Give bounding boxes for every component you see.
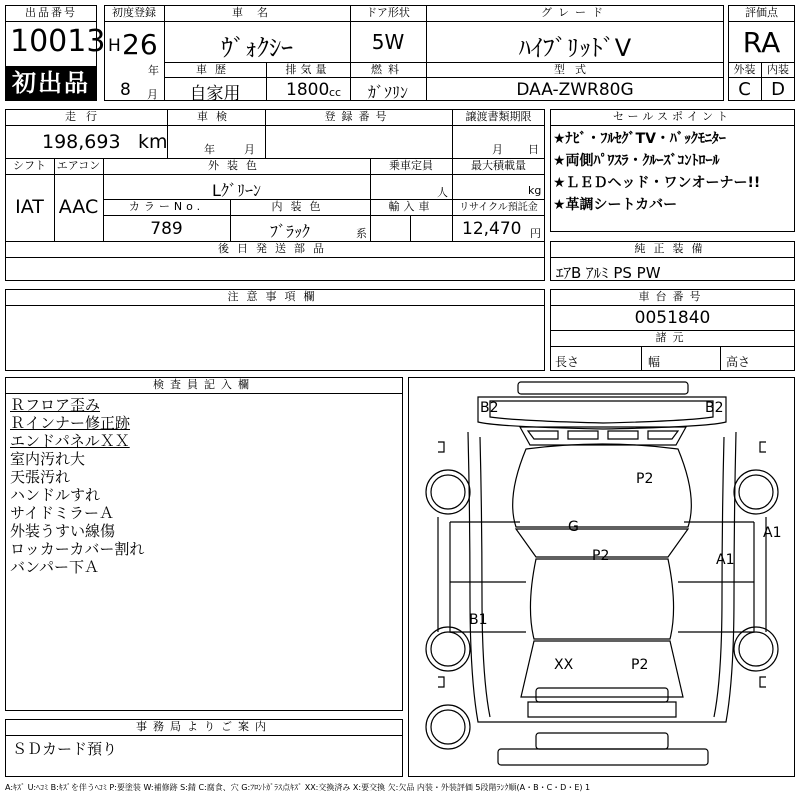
sales-points-list — [553, 128, 793, 216]
height-label: 高さ — [726, 355, 751, 369]
grade-label: グレード — [541, 6, 609, 19]
dims-label: 諸元 — [655, 331, 690, 344]
office-label: 事務局よりご案内 — [136, 720, 272, 733]
equipment-label: 純正装備 — [634, 242, 711, 255]
first-listing-text: 初出品 — [12, 69, 90, 97]
damage-mark-xx-front: XX — [554, 657, 574, 673]
recycle-fee: 12,470 — [462, 219, 522, 239]
sales-point-item: ★両側ﾊﾟﾜｽﾗ・ｸﾙｰｽﾞｺﾝﾄﾛｰﾙ — [553, 153, 720, 169]
era-letter: H — [108, 36, 121, 56]
damage-mark-p2-front: P2 — [631, 657, 649, 673]
load-label: 最大積載量 — [471, 159, 526, 172]
inspector-note: 外装うすい線傷 — [10, 522, 116, 540]
inspection-label: 車検 — [197, 110, 235, 123]
equipment-list: ｴｱB ｱﾙﾐ PS PW — [556, 264, 661, 282]
color-no: 789 — [150, 219, 183, 239]
inspector-note: 室内汚れ大 — [10, 450, 86, 468]
inspection-year-unit: 年 — [204, 143, 215, 156]
int-color-label: 内装色 — [271, 200, 329, 213]
grade: ﾊｲﾌﾞﾘｯﾄﾞV — [518, 34, 632, 62]
car-name-label: 車名 — [232, 6, 282, 19]
inspection-month-unit: 月 — [244, 143, 255, 156]
exterior-label: 外装 — [733, 63, 756, 76]
interior-grade: D — [771, 79, 785, 100]
damage-mark-b1-fender: B1 — [469, 612, 488, 628]
recycle-label: リサイクル預託金 — [459, 202, 538, 213]
reg-year: 26 — [122, 28, 158, 61]
displacement-label: 排気量 — [285, 63, 331, 76]
later-parts-label: 後日発送部品 — [218, 242, 332, 255]
model-code: DAA-ZWR80G — [516, 80, 634, 100]
interior-label: 内装 — [767, 63, 789, 76]
fuel: ｶﾞｿﾘﾝ — [367, 83, 408, 102]
damage-mark-b2-left: B2 — [480, 400, 499, 416]
shift-type: IAT — [15, 196, 44, 218]
import-label: 輸入車 — [388, 200, 434, 213]
ext-color: Lｸﾞﾘｰﾝ — [212, 181, 261, 200]
sales-point-item: ★ﾅﾋﾞ・ﾌﾙｾｸﾞTV・ﾊﾞｯｸﾓﾆﾀｰ — [553, 131, 726, 147]
reg-no-label: 登録番号 — [324, 110, 393, 123]
capacity-unit: 人 — [437, 186, 448, 199]
caution-label: 注意事項欄 — [227, 290, 323, 303]
first-listing-badge — [6, 66, 96, 100]
exterior-grade: C — [738, 79, 751, 100]
damage-mark-p2-roof: P2 — [636, 471, 654, 487]
model-label: 型式 — [554, 63, 596, 76]
inspector-note: ロッカーカバー割れ — [10, 540, 145, 558]
sales-point-item: ★ＬＥＤヘッド・ワンオーナー!! — [553, 175, 761, 191]
inspector-note: Ｒフロア歪み — [10, 396, 101, 414]
ext-color-label: 外装色 — [208, 159, 265, 172]
recycle-unit: 円 — [530, 227, 541, 240]
transfer-doc-label: 譲渡書類期限 — [465, 110, 532, 123]
door-type: 5W — [371, 30, 405, 54]
reg-month: 8 — [120, 80, 131, 100]
width-label: 幅 — [648, 355, 661, 369]
color-no-label: カラーNo. — [128, 200, 205, 213]
inspector-note: サイドミラーＡ — [10, 504, 114, 522]
transfer-month-unit: 月 — [492, 143, 503, 156]
inspector-note: ハンドルすれ — [10, 486, 101, 504]
first-reg-label: 初度登録 — [112, 6, 156, 19]
sales-points-label: セールスポイント — [612, 110, 732, 123]
score-label: 評価点 — [745, 6, 778, 19]
damage-mark-a1-edge: A1 — [763, 525, 782, 541]
shift-label: シフト — [13, 159, 46, 172]
load-unit: kg — [528, 184, 542, 197]
footer-legend: A:ｷｽﾞ U:ﾍｺﾐ B:ｷｽﾞを伴うﾍｺﾐ P:要塗装 W:補修跡 S:錆 C:腐食、穴 G:ﾌﾛﾝﾄｶﾞﾗｽ点ｷｽﾞ XX:交換済み X:要交換 欠:欠品 内装・外装評価 5段階ﾗﾝｸ順(A・B・C・D・E) 1 — [5, 783, 591, 792]
capacity-label: 乗車定員 — [389, 159, 433, 172]
mileage: 198,693 — [42, 131, 121, 153]
car-name: ｳﾞｫｸｼｰ — [221, 34, 293, 62]
overall-score: RA — [742, 26, 781, 59]
mileage-label: 走行 — [65, 110, 107, 123]
int-color-suffix: 系 — [356, 227, 367, 240]
inspector-note: バンパー下Ａ — [10, 558, 99, 576]
reg-year-unit: 年 — [148, 64, 159, 77]
int-color: ﾌﾞﾗｯｸ — [269, 222, 310, 241]
history-label: 車歴 — [196, 63, 234, 76]
office-message: ＳＤカード預り — [12, 740, 118, 758]
displacement-unit: cc — [329, 86, 342, 99]
ac-type: AAC — [58, 196, 99, 218]
chassis-number: 0051840 — [634, 308, 711, 328]
inspector-note: 天張汚れ — [10, 468, 71, 486]
fuel-label: 燃料 — [371, 63, 405, 76]
inspector-note: エンドパネルＸＸ — [10, 432, 130, 450]
length-label: 長さ — [555, 355, 580, 369]
damage-mark-p2-hood: P2 — [592, 548, 610, 564]
inspector-note: Ｒインナー修正跡 — [10, 414, 131, 432]
lot-number-label: 出品番号 — [25, 6, 77, 19]
ac-label: エアコン — [56, 159, 101, 172]
mileage-unit: km — [138, 131, 168, 153]
vehicle-history: 自家用 — [189, 84, 241, 104]
door-label: ドア形状 — [366, 6, 410, 19]
damage-mark-b2-right: B2 — [705, 400, 724, 416]
chassis-label: 車台番号 — [638, 290, 707, 303]
lot-number: 10013 — [10, 24, 106, 59]
inspector-notes — [10, 396, 390, 576]
reg-month-unit: 月 — [147, 88, 158, 101]
car-diagram — [408, 377, 795, 777]
transfer-day-unit: 日 — [528, 143, 539, 156]
displacement: 1800 — [286, 80, 330, 100]
damage-mark-a1-door: A1 — [716, 552, 735, 568]
damage-mark-g-windshield: G — [568, 519, 579, 535]
inspector-label: 検査員記入欄 — [153, 378, 255, 391]
sales-point-item: ★革調シートカバー — [553, 197, 678, 213]
